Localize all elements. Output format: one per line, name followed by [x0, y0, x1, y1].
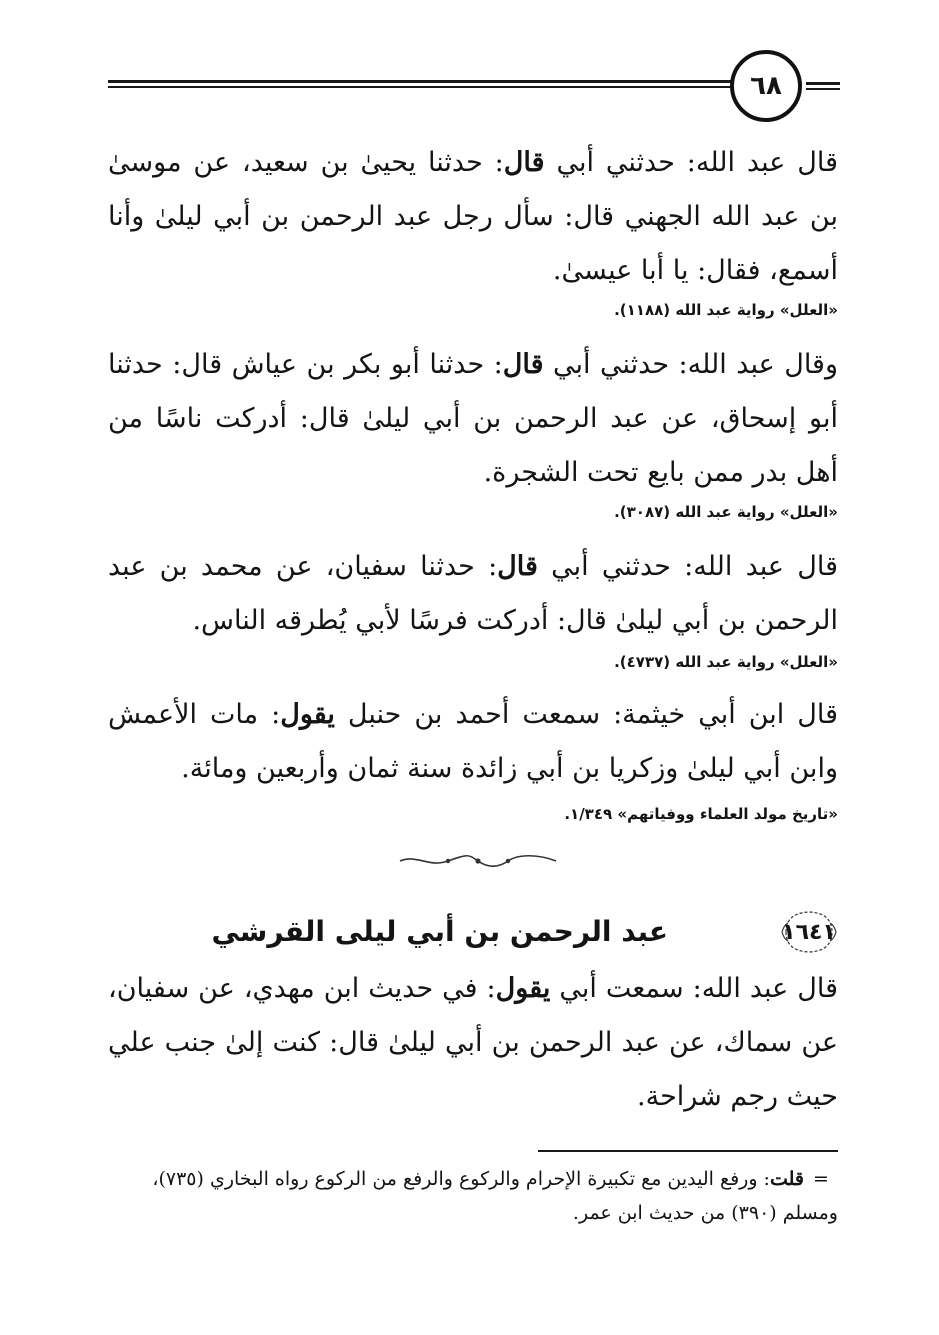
entry-heading [108, 905, 838, 961]
narration-text: قال عبد الله: حدثني أبي [537, 551, 838, 582]
source-citation-1: «العلل» رواية عبد الله (١١٨٨). [614, 301, 838, 319]
narration-keyword: قال [502, 349, 544, 380]
ornament-divider [398, 854, 558, 868]
source-citation-4: «تاريخ مولد العلماء ووفياتهم» ١/٣٤٩. [564, 805, 838, 823]
entry-number: ١٦٤١ [782, 919, 836, 945]
narration-keyword: يقول [495, 973, 551, 1004]
narration-text: : حدثنا سفيان، عن محمد بن عبد الرحمن بن أبي ليلىٰ قال: أدركت فرسًا لأبي يُطرقه الناس. [108, 551, 838, 636]
narration-text: قال عبد الله: سمعت أبي [550, 973, 838, 1004]
narration-text: قال عبد الله: حدثني أبي [544, 147, 838, 178]
narration-paragraph-3 [108, 540, 838, 648]
entry-number-badge [780, 907, 838, 957]
header-rule-tail [806, 82, 840, 92]
narration-keyword: قال [497, 551, 538, 582]
narration-text: : في حديث ابن مهدي، عن سفيان، عن سماك، عن عبد الرحمن بن أبي ليلىٰ قال: كنت إلىٰ جنب علي حيث رجم شراحة. [108, 973, 838, 1112]
entry-title: عبد الرحمن بن أبي ليلى القرشي [211, 915, 668, 948]
footnote [108, 1162, 838, 1230]
narration-paragraph-4 [108, 688, 838, 796]
footnote-continuation-marker: = [813, 1168, 829, 1190]
narration-keyword: قال [503, 147, 545, 178]
narration-paragraph-2 [108, 338, 838, 500]
narration-text: : حدثنا يحيىٰ بن سعيد، عن موسىٰ بن عبد الله الجهني قال: سأل رجل عبد الرحمن بن أبي ليلىٰ وأنا أسمع، فقال: يا أبا عيسىٰ. [108, 147, 838, 286]
narration-text: قال ابن أبي خيثمة: سمعت أحمد بن حنبل [334, 699, 838, 730]
narration-keyword: يقول [280, 699, 335, 730]
narration-text: وقال عبد الله: حدثني أبي [543, 349, 838, 380]
header-rule [108, 80, 732, 94]
source-citation-2: «العلل» رواية عبد الله (٣٠٨٧). [614, 503, 838, 521]
footnote-text: : ورفع اليدين مع تكبيرة الإحرام والركوع والرفع من الركوع رواه البخاري (٧٣٥)، ومسلم (٣٩٠) من حديث ابن عمر. [152, 1168, 838, 1224]
narration-text: : مات الأعمش وابن أبي ليلىٰ وزكريا بن أبي زائدة سنة ثمان وأربعين ومائة. [108, 699, 838, 784]
entry-paragraph [108, 962, 838, 1124]
footnote-label: قلت [769, 1168, 804, 1190]
page-number: ٦٨ [730, 50, 802, 122]
narration-text: : حدثنا أبو بكر بن عياش قال: حدثنا أبو إسحاق، عن عبد الرحمن بن أبي ليلىٰ قال: أدركت ناسًا من أهل بدر ممن بايع تحت الشجرة. [108, 349, 838, 488]
narration-paragraph-1 [108, 136, 838, 298]
source-citation-3: «العلل» رواية عبد الله (٤٧٣٧). [614, 653, 838, 671]
footnote-rule [538, 1150, 838, 1152]
